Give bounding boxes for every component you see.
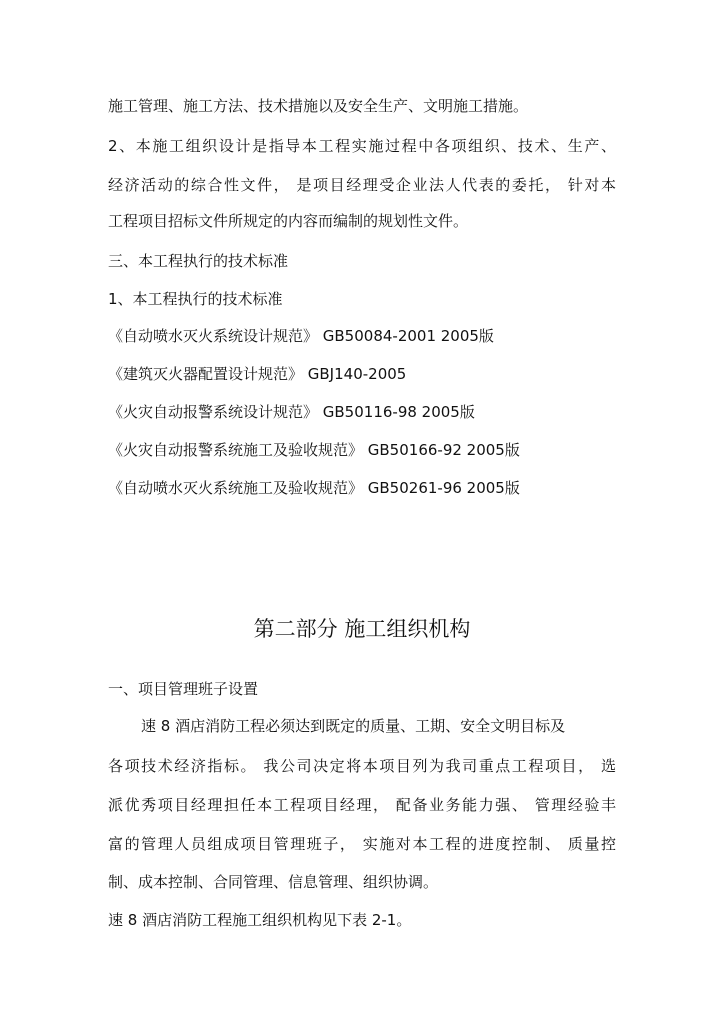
paragraph-line: 工程项目招标文件所规定的内容而编制的规划性文件。 [108,212,469,230]
standard-item: 《自动喷水灭火系统设计规范》 GB50084-2001 2005版 [108,327,494,345]
section-heading: 三、本工程执行的技术标准 [108,252,289,270]
section-heading: 一、项目管理班子设置 [108,680,259,698]
paragraph-line: 经济活动的综合性文件， 是项目经理受企业法人代表的委托， 针对本 [108,176,616,194]
part-title: 第二部分 施工组织机构 [253,617,471,641]
subsection-heading: 1、本工程执行的技术标准 [108,290,283,308]
standard-item: 《建筑灭火器配置设计规范》 GBJ140-2005 [108,365,407,383]
paragraph-line: 速 8 酒店消防工程必须达到既定的质量、工期、安全文明目标及 [141,717,566,735]
standard-item: 《火灾自动报警系统施工及验收规范》 GB50166-92 2005版 [108,441,520,459]
paragraph-line: 2、本施工组织设计是指导本工程实施过程中各项组织、技术、生产、 [108,137,616,155]
standard-item: 《自动喷水灭火系统施工及验收规范》 GB50261-96 2005版 [108,479,520,497]
standard-item: 《火灾自动报警系统设计规范》 GB50116-98 2005版 [108,403,475,421]
paragraph-line: 各项技术经济指标。 我公司决定将本项目列为我司重点工程项目， 选 [108,757,616,775]
table-reference: 速 8 酒店消防工程施工组织机构见下表 2-1。 [108,911,412,929]
paragraph-line: 制、成本控制、合同管理、信息管理、组织协调。 [108,873,439,891]
paragraph-line: 派优秀项目经理担任本工程项目经理， 配备业务能力强、 管理经验丰 [108,796,616,814]
paragraph-line: 富的管理人员组成项目管理班子， 实施对本工程的进度控制、 质量控 [108,835,616,853]
paragraph-line: 施工管理、施工方法、技术措施以及安全生产、文明施工措施。 [108,97,529,115]
